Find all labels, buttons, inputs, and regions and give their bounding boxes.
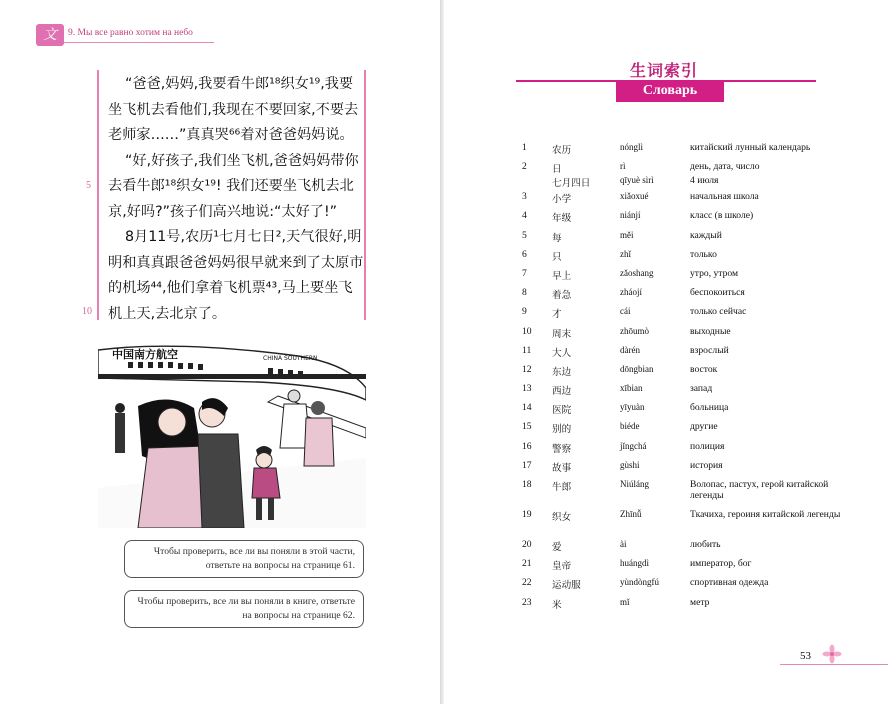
note-box-book: Чтобы проверить, все ли вы поняли в книге, ответьте на вопросы на странице 62.: [124, 590, 364, 628]
vocab-hanzi: 大人: [552, 347, 572, 359]
airport-illustration: [98, 338, 366, 528]
vocab-pinyin: jǐngchá: [620, 440, 647, 451]
vocab-translation: только сейчас: [690, 306, 747, 318]
story-paragraph: “好,好孩子,我们坐飞机,爸爸妈妈带你去看牛郎¹⁸织女¹⁹! 我们还要坐飞机去北京,好吗?”孩子们高兴地说:“太好了!”: [108, 152, 359, 220]
vocab-row: [518, 142, 850, 161]
vocab-number: 3: [522, 191, 527, 203]
vocab-hanzi: 着急: [552, 290, 572, 302]
chapter-title: 9. Мы все равно хотим на небо: [68, 28, 193, 38]
vocab-row: [518, 268, 850, 287]
vocab-row: [518, 509, 850, 539]
header-divider: [64, 42, 214, 43]
vocab-number: 1: [522, 142, 527, 153]
vocab-pinyin: měi: [620, 229, 634, 240]
vocab-translation: начальная школа: [690, 191, 759, 203]
vocab-row: [518, 479, 850, 509]
vocab-row: [518, 539, 850, 558]
vocab-hanzi: 爱: [552, 542, 562, 553]
vocab-row: [518, 175, 850, 191]
vocab-hanzi: 西边: [552, 386, 572, 398]
vocab-translation: беспокоиться: [690, 287, 745, 299]
note-box-part: Чтобы проверить, все ли вы поняли в этой части, ответьте на вопросы на странице 61.: [124, 540, 364, 578]
flower-icon: [822, 644, 842, 664]
vocab-translation: восток: [690, 363, 718, 375]
vocab-row: [518, 558, 850, 577]
story-left-rule: [97, 70, 99, 320]
vocab-pinyin: rì: [620, 161, 626, 172]
vocab-pinyin: qīyuè sìrì: [620, 175, 654, 186]
vocab-translation: больница: [690, 402, 729, 414]
vocab-number: 18: [522, 479, 532, 490]
vocab-hanzi: 才: [552, 309, 562, 321]
vocab-number: 13: [522, 383, 532, 395]
vocab-translation: полиция: [690, 440, 725, 452]
dictionary-title-russian: Словарь: [616, 80, 724, 102]
vocab-row: [518, 383, 850, 402]
vocab-pinyin: nónglì: [620, 142, 644, 152]
vocab-translation: Волопас, пастух, герой китайской легенды: [690, 479, 829, 501]
vocab-hanzi: 皇帝: [552, 561, 572, 573]
vocab-hanzi: 米: [552, 599, 562, 611]
vocab-translation: только: [690, 248, 717, 260]
vocab-hanzi: 每: [552, 232, 562, 244]
vocab-hanzi: 医院: [552, 405, 572, 417]
vocab-translation: метр: [690, 596, 710, 608]
page-number-rule: [780, 664, 888, 665]
vocab-translation: спортивная одежда: [690, 577, 769, 589]
vocab-translation: история: [690, 459, 723, 471]
vocab-pinyin: Zhīnǚ: [620, 509, 642, 519]
page-number: 53: [800, 650, 811, 662]
vocab-hanzi: 日: [552, 164, 562, 176]
vocab-pinyin: zhōumò: [620, 325, 649, 336]
vocabulary-table: [518, 142, 850, 616]
vocab-row: [518, 306, 850, 325]
vocab-hanzi: 早上: [552, 270, 572, 282]
vocab-pinyin: dàrén: [620, 344, 640, 355]
vocab-row: [518, 597, 850, 616]
vocab-number: 20: [522, 539, 532, 550]
vocab-translation: день, дата, число: [690, 161, 760, 173]
vocab-number: 5: [522, 229, 527, 241]
vocab-pinyin: huángdì: [620, 558, 649, 569]
vocab-pinyin: dōngbian: [620, 363, 654, 374]
vocab-row: [518, 345, 850, 364]
vocab-number: 21: [522, 558, 532, 570]
vocab-translation: взрослый: [690, 344, 729, 356]
vocab-number: [518, 175, 552, 191]
vocab-translation: китайский лунный календарь: [690, 142, 811, 153]
vocab-hanzi: 别的: [552, 424, 572, 436]
vocab-hanzi: 警察: [552, 443, 572, 455]
vocab-hanzi: 织女: [552, 512, 572, 523]
vocab-translation: запад: [690, 383, 713, 395]
vocab-pinyin: biéde: [620, 421, 640, 432]
vocab-pinyin: zǎoshang: [620, 267, 654, 278]
vocab-row: [518, 287, 850, 306]
vocab-number: 12: [522, 363, 532, 375]
vocab-row: [518, 364, 850, 383]
vocab-number: 6: [522, 248, 527, 260]
vocab-pinyin: xiǎoxué: [620, 191, 649, 202]
plane-text-cn: 中国南方航空: [112, 348, 178, 361]
vocab-hanzi: 只: [552, 251, 562, 263]
vocab-number: 17: [522, 459, 532, 471]
vocab-hanzi: 周末: [552, 328, 572, 340]
vocab-pinyin: yùndòngfú: [620, 577, 659, 588]
vocab-number: 9: [522, 306, 527, 318]
story-paragraph: 8月11号,农历¹七月七日²,天气很好,明明和真真跟爸爸妈妈很早就来到了太原市的机场⁴⁴,他们拿着飞机票⁴³,马上要坐飞机上天,去北京了。: [108, 229, 364, 322]
vocab-row: [518, 402, 850, 421]
vocab-hanzi: 小学: [552, 194, 572, 206]
vocab-translation: император, бог: [690, 558, 752, 570]
vocab-number: 8: [522, 287, 527, 299]
vocab-hanzi: 故事: [552, 462, 572, 474]
plane-text-en: CHINA SOUTHERN: [263, 355, 318, 362]
vocab-pinyin: zháojí: [620, 287, 642, 298]
vocab-pinyin: ài: [620, 539, 627, 549]
vocab-hanzi: 东边: [552, 366, 572, 378]
vocab-pinyin: cái: [620, 306, 631, 317]
vocab-pinyin: yīyuàn: [620, 402, 645, 413]
vocab-row: [518, 161, 850, 175]
vocab-row: [518, 421, 850, 440]
line-number-5: 5: [86, 180, 91, 191]
vocab-pinyin: xībian: [620, 383, 643, 394]
vocab-number: 16: [522, 440, 532, 452]
vocab-number: 14: [522, 402, 532, 414]
vocab-translation: утро, утром: [690, 267, 739, 279]
vocab-translation: Ткачиха, героиня китайской легенды: [690, 509, 841, 520]
vocab-number: 2: [522, 161, 527, 173]
vocab-number: 4: [522, 210, 527, 222]
vocab-pinyin: mǐ: [620, 596, 630, 607]
story-text: [108, 72, 364, 327]
vocab-row: [518, 210, 850, 229]
vocab-translation: другие: [690, 421, 718, 433]
vocab-translation: выходные: [690, 325, 731, 337]
vocab-number: 7: [522, 267, 527, 279]
vocab-pinyin: niánjí: [620, 210, 641, 221]
vocab-hanzi: 牛郎: [552, 482, 572, 493]
vocab-hanzi: 七月四日: [552, 178, 591, 190]
vocab-pinyin: zhǐ: [620, 248, 631, 259]
dictionary-title-chinese: 生词索引: [630, 61, 699, 80]
vocab-row: [518, 249, 850, 268]
vocab-translation: класс (в школе): [690, 210, 754, 222]
book-gutter: [440, 0, 444, 704]
vocab-number: 10: [522, 325, 532, 337]
line-number-10: 10: [82, 306, 92, 317]
vocab-row: [518, 191, 850, 210]
left-page: [0, 0, 440, 704]
vocab-number: 15: [522, 421, 532, 433]
vocab-pinyin: Niúláng: [620, 479, 649, 489]
vocab-row: [518, 230, 850, 249]
vocab-row: [518, 577, 850, 596]
vocab-number: 22: [522, 577, 532, 589]
chapter-logo: 文: [36, 24, 64, 46]
vocab-translation: каждый: [690, 229, 722, 241]
vocab-number: 11: [522, 344, 532, 356]
vocab-number: 19: [522, 509, 532, 520]
vocab-row: [518, 326, 850, 345]
vocab-row: [518, 441, 850, 460]
vocab-number: 23: [522, 596, 532, 608]
story-right-rule: [364, 70, 366, 320]
vocab-hanzi: 运动服: [552, 580, 581, 592]
vocab-hanzi: 农历: [552, 145, 572, 156]
vocab-row: [518, 460, 850, 479]
vocab-translation: 4 июля: [690, 175, 719, 187]
story-paragraph: “爸爸,妈妈,我要看牛郎¹⁸织女¹⁹,我要坐飞机去看他们,我现在不要回家,不要去老师家……”真真哭⁶⁶着对爸爸妈妈说。: [108, 76, 359, 143]
vocab-translation: любить: [690, 539, 721, 550]
vocab-hanzi: 年级: [552, 213, 572, 225]
vocab-pinyin: gùshi: [620, 459, 640, 470]
